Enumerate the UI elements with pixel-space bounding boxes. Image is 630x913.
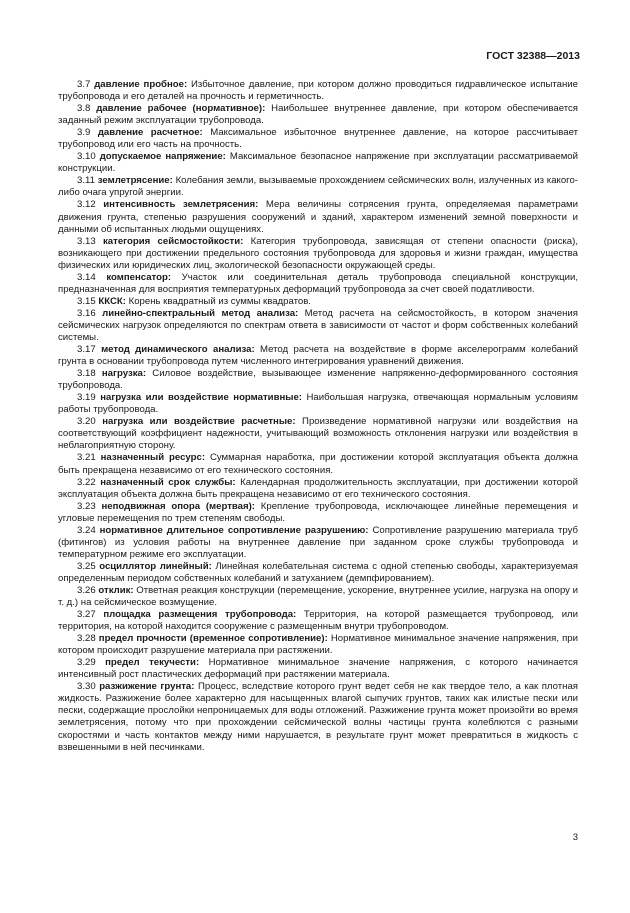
entry-term: отклик: — [98, 584, 134, 596]
entry-number: 3.20 — [77, 416, 96, 428]
entry-term: нагрузка или воздействие расчетные: — [102, 416, 296, 428]
entry-definition: Колебания земли, вызываемые прохождением сейсмических волн, излученных из какого-либо очага упругой энергии. — [58, 175, 578, 199]
entry-number: 3.21 — [77, 452, 96, 464]
definition-entry — [58, 609, 578, 633]
definition-entry — [58, 368, 578, 392]
entry-number: 3.29 — [77, 657, 96, 669]
entry-number: 3.30 — [77, 681, 96, 693]
entry-definition: Максимальное безопасное напряжение при эксплуатации рассматриваемой конструкции. — [58, 151, 578, 175]
entry-number: 3.28 — [77, 633, 96, 645]
definition-entry — [58, 344, 578, 368]
entry-term: компенсатор: — [106, 271, 172, 283]
entry-definition: Максимальное избыточное внутреннее давление, на которое рассчитывает трубопровод или его часть на прочность. — [58, 127, 578, 151]
entry-number: 3.11 — [77, 175, 95, 187]
definition-entry — [58, 501, 578, 525]
entry-term: предел текучести: — [105, 657, 200, 669]
entry-number: 3.24 — [77, 524, 96, 536]
entry-term: нагрузка или воздействие нормативные: — [100, 392, 302, 404]
entry-number: 3.16 — [77, 307, 96, 319]
entry-definition: Линейная колебательная система с одной степенью свободы, характеризуемая определенным периодом собственных колебаний и затуханием (демпфированием). — [58, 560, 578, 584]
entry-term: метод динамического анализа: — [101, 344, 255, 356]
entry-number: 3.9 — [77, 127, 91, 139]
entry-term: разжижение грунта: — [99, 681, 195, 693]
entry-definition: Нормативное минимальное значение напряжения, при котором происходит разрушение материала при растяжении. — [58, 633, 578, 657]
entry-number: 3.15 — [77, 295, 96, 307]
entry-definition: Избыточное давление, при котором должно проводиться гидравлическое испытание трубопровода и его деталей на прочность и герметичность. — [58, 79, 578, 103]
definition-entry — [58, 103, 578, 127]
entry-definition: Произведение нормативной нагрузки или воздействия на соответствующий коэффициент надежности, учитывающий возможность отклонения нагрузки или воздействия в неблагоприятную сторону. — [58, 416, 578, 452]
entry-number: 3.10 — [77, 151, 96, 163]
entry-number: 3.25 — [77, 560, 96, 572]
definition-entry — [58, 236, 578, 272]
definition-entry — [58, 392, 578, 416]
entry-number: 3.27 — [77, 609, 96, 621]
entry-number: 3.19 — [77, 392, 96, 404]
entry-term: предел прочности (временное сопротивление): — [98, 633, 328, 645]
entry-term: давление рабочее (нормативное): — [96, 103, 266, 115]
definition-entry — [58, 272, 578, 296]
entry-definition: Крепление трубопровода, исключающее линейные перемещения и угловые перемещения по трем степеням свободы. — [58, 500, 578, 524]
entry-definition: Суммарная наработка, при достижении которой эксплуатация объекта должна быть прекращена независимо от его технического состояния. — [58, 452, 578, 476]
definition-entry — [58, 525, 578, 561]
entry-term: осциллятор линейный: — [99, 560, 212, 572]
entry-definition: Наибольшая нагрузка, отвечающая нормальным условиям работы трубопровода. — [58, 392, 578, 416]
entry-number: 3.7 — [77, 79, 91, 90]
entry-term: категория сейсмостойкости: — [102, 235, 244, 247]
document-header: ГОСТ 32388—2013 — [486, 50, 580, 62]
entry-term: назначенный срок службы: — [100, 476, 236, 488]
entry-number: 3.13 — [77, 235, 96, 247]
definition-entry — [58, 151, 578, 175]
entry-term: давление пробное: — [94, 79, 188, 90]
entry-definition: Сопротивление разрушению материала труб (фитингов) из условия работы на внутреннее давление при заданном сроке службы трубопровода и температурном режиме его эксплуатации. — [58, 524, 578, 560]
entry-definition: Процесс, вследствие которого грунт ведет себя не как твердое тело, а как плотная жидкость. Разжижение более характерно для насыщенных влагой сыпучих грунтов, таких как илистые пески или пески, содержащие прослойки непроницаемых для воды отложений. Разжижение грунта может произойти во время землетрясения, потому что при прохождении сейсмической волны частицы грунта колеблются с разными скоростями и часть контактов между ними нарушается, в результате грунт может превратиться в жидкость с взвешенными в ней песчинками. — [58, 681, 578, 753]
definition-entry — [58, 452, 578, 476]
entry-definition: Нормативное минимальное значение напряжения, с которого начинается интенсивный рост пластических деформаций при растяжении материала. — [58, 657, 578, 681]
entry-number: 3.8 — [77, 103, 91, 115]
entry-number: 3.14 — [77, 271, 96, 283]
definition-entry — [58, 127, 578, 151]
entry-number: 3.22 — [77, 476, 96, 488]
definition-entry — [58, 175, 578, 199]
entry-definition: Ответная реакция конструкции (перемещение, ускорение, внутреннее усилие, нагрузка на опору и т. д.) на сейсмическое возмущение. — [58, 584, 579, 609]
entry-number: 3.26 — [77, 584, 96, 596]
definition-entry — [58, 561, 578, 585]
entry-number: 3.23 — [77, 500, 96, 512]
definition-entry — [58, 477, 578, 501]
definition-entry — [58, 657, 578, 681]
entry-definition: Мера величины сотрясения грунта, определяемая параметрами движения грунта, степенью разрушения сооружений и зданий, характером изменений земной поверхности и данными об испытанных людьми ощущениях. — [58, 199, 579, 235]
entry-term: давление расчетное: — [97, 127, 203, 139]
definition-entry — [58, 633, 578, 657]
definition-entry — [58, 308, 578, 344]
definition-entry — [58, 199, 578, 235]
entry-term: интенсивность землетрясения: — [103, 199, 259, 211]
entry-number: 3.12 — [77, 199, 96, 211]
entry-definition: Участок или соединительная деталь трубопровода специальной конструкции, предназначенная для восприятия температурных деформаций трубопровода за счет своей податливости. — [58, 271, 578, 295]
entry-definition: Территория, на которой размещается трубопровод, или территория, на которой находится сооружение с размещенным внутри трубопроводом. — [58, 609, 579, 633]
page-number: 3 — [572, 832, 578, 843]
entry-definition: Силовое воздействие, вызывающее изменение напряженно-деформированного состояния трубопровода. — [58, 368, 578, 392]
definition-entry — [58, 681, 578, 753]
entry-term: назначенный ресурс: — [100, 452, 206, 464]
entry-number: 3.18 — [77, 368, 96, 380]
definition-entry — [58, 79, 578, 103]
entry-term: нормативное длительное сопротивление разрушению: — [99, 524, 369, 536]
entry-definition: Календарная продолжительность эксплуатации, при достижении которой эксплуатация объекта должна быть прекращена независимо от его технического состояния. — [58, 476, 578, 500]
entry-number: 3.17 — [77, 344, 96, 356]
entry-definition: Корень квадратный из суммы квадратов. — [125, 295, 311, 307]
definition-entry — [58, 416, 578, 452]
entry-term: линейно-спектральный метод анализа: — [102, 307, 299, 319]
entry-term: допускаемое напряжение: — [99, 151, 226, 163]
entry-term: ККСК: — [98, 295, 126, 307]
entry-definition: Наибольшее внутреннее давление, при котором обеспечивается заданный режим эксплуатации трубопровода. — [58, 103, 578, 127]
entry-definition: Метод расчета на воздействие в форме акселерограмм колебаний грунта в основании трубопровода путем численного интегрирования уравнений движения. — [58, 344, 579, 368]
definition-entry — [58, 296, 578, 308]
entry-definition: Метод расчета на сейсмостойкость, в котором значения сейсмических нагрузок определяются по спектрам ответа в зависимости от частот и форм собственных колебаний системы. — [58, 307, 578, 343]
entry-term: неподвижная опора (мертвая): — [101, 500, 255, 512]
entry-term: площадка размещения трубопровода: — [103, 609, 297, 621]
entry-definition: Категория трубопровода, зависящая от степени опасности (риска), возникающего при достижении предельного состояния трубопровода для здоровья и жизни граждан, имущества физических или юридических лиц, экологической безопасности окружающей среды. — [58, 235, 579, 271]
definition-entry — [58, 585, 578, 609]
definitions-list — [58, 79, 578, 754]
entry-term: землетрясение: — [97, 175, 173, 187]
entry-term: нагрузка: — [101, 368, 147, 380]
